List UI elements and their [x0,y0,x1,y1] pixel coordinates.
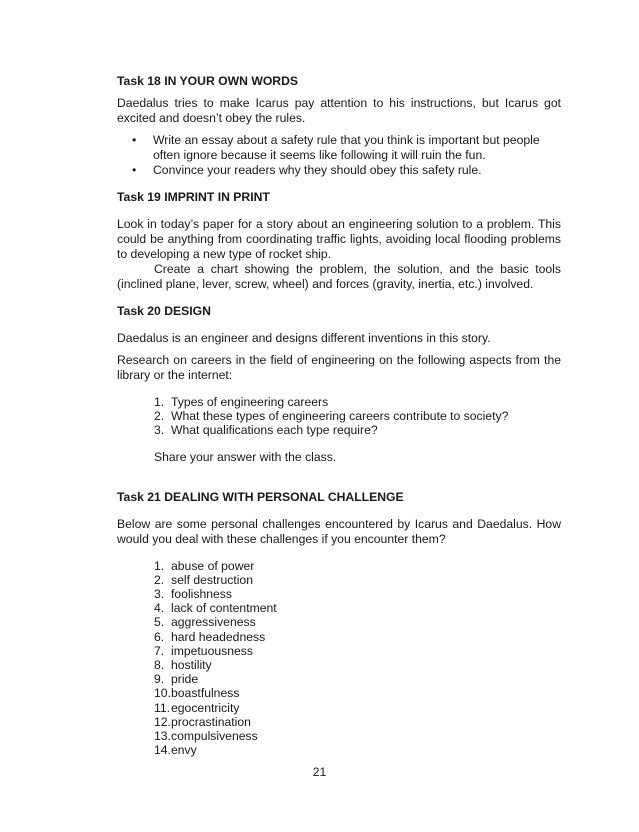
task-20-share: Share your answer with the class. [154,449,337,464]
page-content [117,74,561,757]
list-item: 13. compulsiveness [154,729,258,744]
task-19-paragraph-2: Create a chart showing the problem, the solution, and the basic tools (inclined plane, lever, screw, wheel) and forces (gravity, inertia, etc.) involved. [117,262,561,291]
task-20-title: Task 20 DESIGN [117,304,211,318]
bullet-icon: • [132,133,137,147]
list-item: 2. What these types of engineering careers contribute to society? [154,409,509,424]
task-20-paragraph-2: Research on careers in the field of engineering on the following aspects from the library or the internet: [117,353,561,382]
list-item: 14. envy [154,743,197,758]
task-20-paragraph-1: Daedalus is an engineer and designs different inventions in this story. [117,331,491,345]
list-item: 3. foolishness [154,587,232,602]
task-18-paragraph: Daedalus tries to make Icarus pay attention to his instructions, but Icarus got excited and doesn’t obey the rules. [117,96,561,125]
list-item: 5. aggressiveness [154,615,256,630]
list-item: 1. abuse of power [154,558,255,573]
list-item: 9. pride [154,672,199,687]
task-18-bullet: • Convince your readers why they should obey this safety rule. [132,163,482,177]
list-item: 1. Types of engineering careers [154,395,329,409]
list-item: 7. impetuousness [154,643,253,658]
list-item: 6. hard headedness [154,629,266,644]
task-21-paragraph: Below are some personal challenges encountered by Icarus and Daedalus. How would you deal with these challenges if you encounter them? [117,516,561,546]
bullet-icon: • [132,163,137,177]
task-21-list [117,559,561,758]
task-21-title: Task 21 DEALING WITH PERSONAL CHALLENGE [117,489,404,504]
list-item: 3. What qualifications each type require? [154,423,378,438]
page-number: 21 [312,765,327,779]
list-item: 12. procrastination [154,714,251,729]
task-18-bullet: • Write an essay about a safety rule that you think is important but people often ignore because it seems like following it will ruin the fun. [132,133,540,162]
task-20-list [117,395,561,438]
list-item: 10. boastfulness [154,686,240,701]
task-19-paragraph-1: Look in today’s paper for a story about an engineering solution to a problem. This could be anything from coordinating traffic lights, avoiding local flooding problems to developing a new type of rocket ship. [117,217,561,261]
task-18-title: Task 18 IN YOUR OWN WORDS [117,74,299,88]
task-18-bullet-list [117,133,561,178]
task-19-title: Task 19 IMPRINT IN PRINT [117,190,270,204]
list-item: 4. lack of contentment [154,601,277,616]
list-item: 2. self destruction [154,572,253,587]
list-item: 11. egocentricity [154,700,240,715]
list-item: 8. hostility [154,658,212,673]
